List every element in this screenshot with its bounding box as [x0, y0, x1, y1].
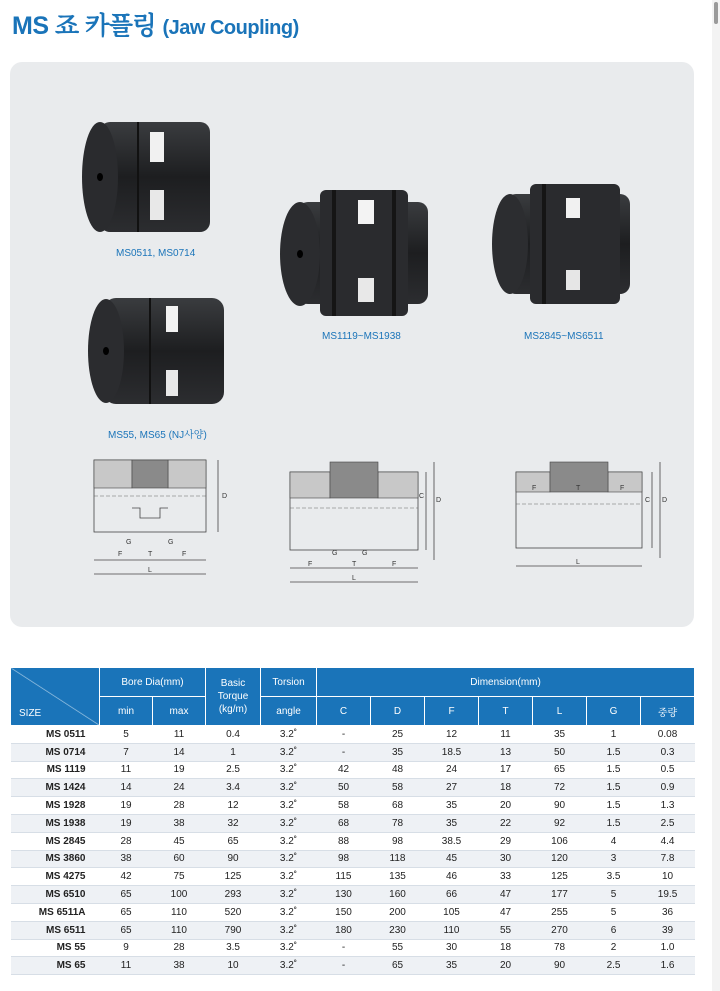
size-cell: MS 65 [11, 957, 100, 975]
table-cell: 150 [317, 903, 371, 921]
label-d: D [222, 493, 228, 500]
table-cell: 1.0 [641, 939, 695, 957]
table-cell: 19 [153, 761, 206, 779]
table-cell: 4.4 [641, 832, 695, 850]
table-cell: 65 [371, 957, 425, 975]
table-cell: 125 [533, 868, 587, 886]
table-cell: 120 [533, 850, 587, 868]
table-cell: 1.3 [641, 797, 695, 815]
table-cell: 3.2˚ [261, 779, 317, 797]
header-f: F [425, 697, 479, 726]
table-cell: 20 [479, 797, 533, 815]
table-cell: - [317, 939, 371, 957]
table-cell: 65 [100, 921, 153, 939]
table-cell: 1 [587, 726, 641, 744]
size-cell: MS 2845 [11, 832, 100, 850]
photo-caption-2: MS55, MS65 (NJ사양) [108, 430, 207, 441]
scrollbar-thumb[interactable] [714, 2, 718, 24]
table-cell: 46 [425, 868, 479, 886]
table-cell: 60 [153, 850, 206, 868]
label-l-3: L [576, 559, 580, 566]
table-cell: 106 [533, 832, 587, 850]
size-cell: MS 6511 [11, 921, 100, 939]
table-cell: 18 [479, 779, 533, 797]
table-cell: 28 [153, 797, 206, 815]
table-cell: 75 [153, 868, 206, 886]
table-cell: 135 [371, 868, 425, 886]
table-cell: 7 [100, 743, 153, 761]
table-cell: 50 [533, 743, 587, 761]
product-panel [10, 62, 694, 627]
table-cell: 230 [371, 921, 425, 939]
table-cell: 3.2˚ [261, 726, 317, 744]
table-cell: 6 [587, 921, 641, 939]
table-row [11, 797, 695, 815]
table-cell: 0.9 [641, 779, 695, 797]
size-cell: MS 1119 [11, 761, 100, 779]
table-cell: 3.2˚ [261, 939, 317, 957]
table-cell: 105 [425, 903, 479, 921]
table-cell: 90 [533, 957, 587, 975]
photo-caption-1: MS0511, MS0714 [116, 248, 196, 259]
table-row [11, 779, 695, 797]
table-row [11, 832, 695, 850]
table-cell: 35 [425, 957, 479, 975]
label-f2: F [182, 551, 187, 558]
spec-table-body [11, 726, 695, 975]
table-cell: 520 [206, 903, 261, 921]
header-angle: angle [261, 697, 317, 726]
label-f-3: F [532, 485, 537, 492]
label-g2-2: G [362, 550, 368, 557]
table-cell: 45 [425, 850, 479, 868]
table-cell: 0.08 [641, 726, 695, 744]
table-cell: 180 [317, 921, 371, 939]
table-cell: 14 [100, 779, 153, 797]
table-cell: 1.5 [587, 743, 641, 761]
table-cell: 38 [100, 850, 153, 868]
size-cell: MS 1938 [11, 814, 100, 832]
table-cell: 30 [479, 850, 533, 868]
table-cell: 11 [100, 761, 153, 779]
table-cell: 2 [587, 939, 641, 957]
table-cell: 38 [153, 814, 206, 832]
table-cell: 130 [317, 886, 371, 904]
label-t-2: T [352, 561, 357, 568]
table-cell: 66 [425, 886, 479, 904]
table-cell: 110 [153, 903, 206, 921]
table-cell: 17 [479, 761, 533, 779]
table-cell: 110 [153, 921, 206, 939]
table-cell: 78 [371, 814, 425, 832]
table-cell: 2.5 [206, 761, 261, 779]
table-cell: 3.2˚ [261, 957, 317, 975]
label-d-2: D [436, 497, 442, 504]
table-cell: 270 [533, 921, 587, 939]
photo-caption-3: MS1119~MS1938 [322, 331, 401, 342]
header-weight: 중량 [641, 697, 695, 726]
table-row [11, 761, 695, 779]
table-cell: 118 [371, 850, 425, 868]
table-cell: 18 [479, 939, 533, 957]
table-cell: 45 [153, 832, 206, 850]
table-row [11, 886, 695, 904]
table-cell: 90 [206, 850, 261, 868]
table-cell: 5 [100, 726, 153, 744]
label-c-3: C [645, 497, 651, 504]
label-c: C [419, 493, 425, 500]
table-cell: 55 [371, 939, 425, 957]
table-cell: 177 [533, 886, 587, 904]
label-f2-3: F [620, 485, 625, 492]
table-cell: 3.2˚ [261, 814, 317, 832]
header-torque: Basic Torque (kg/m) [206, 668, 261, 726]
table-cell: 38.5 [425, 832, 479, 850]
table-cell: 32 [206, 814, 261, 832]
table-cell: 90 [533, 797, 587, 815]
table-cell: 3.2˚ [261, 832, 317, 850]
header-g: G [587, 697, 641, 726]
size-cell: MS 6510 [11, 886, 100, 904]
table-cell: 2.5 [587, 957, 641, 975]
table-cell: 7.8 [641, 850, 695, 868]
table-cell: 3.2˚ [261, 743, 317, 761]
table-cell: 36 [641, 903, 695, 921]
table-cell: 55 [479, 921, 533, 939]
table-row [11, 850, 695, 868]
table-cell: 1.5 [587, 761, 641, 779]
coupling-photo-ms55 [80, 290, 250, 420]
table-cell: 255 [533, 903, 587, 921]
table-cell: 1.5 [587, 779, 641, 797]
table-cell: 0.3 [641, 743, 695, 761]
table-cell: 3.2˚ [261, 868, 317, 886]
table-row [11, 957, 695, 975]
table-row [11, 939, 695, 957]
size-cell: MS 3860 [11, 850, 100, 868]
table-cell: 11 [479, 726, 533, 744]
table-cell: 98 [371, 832, 425, 850]
size-cell: MS 0511 [11, 726, 100, 744]
table-cell: 115 [317, 868, 371, 886]
size-cell: MS 1928 [11, 797, 100, 815]
table-cell: 19 [100, 797, 153, 815]
label-l: L [148, 567, 152, 574]
table-cell: 3.2˚ [261, 850, 317, 868]
table-cell: 58 [317, 797, 371, 815]
table-row [11, 868, 695, 886]
table-cell: 28 [153, 939, 206, 957]
photo-caption-4: MS2845~MS6511 [524, 331, 604, 342]
table-cell: 48 [371, 761, 425, 779]
table-cell: - [317, 726, 371, 744]
table-row [11, 743, 695, 761]
table-row [11, 814, 695, 832]
table-cell: 47 [479, 903, 533, 921]
table-cell: 3.5 [206, 939, 261, 957]
table-cell: 11 [100, 957, 153, 975]
table-cell: 0.5 [641, 761, 695, 779]
size-cell: MS 4275 [11, 868, 100, 886]
table-cell: 3.2˚ [261, 886, 317, 904]
table-cell: 92 [533, 814, 587, 832]
table-cell: 33 [479, 868, 533, 886]
table-cell: 3.2˚ [261, 761, 317, 779]
coupling-photo-ms0511 [72, 108, 232, 248]
scrollbar[interactable] [712, 0, 720, 991]
label-g-2: G [332, 550, 338, 557]
label-l-2: L [352, 575, 356, 582]
table-cell: 28 [100, 832, 153, 850]
label-f-2: F [308, 561, 313, 568]
label-f: F [118, 551, 123, 558]
header-bore: Bore Dia(mm) [100, 668, 206, 697]
table-cell: 9 [100, 939, 153, 957]
table-cell: 5 [587, 903, 641, 921]
header-dimension: Dimension(mm) [317, 668, 695, 697]
label-t: T [148, 551, 153, 558]
table-row [11, 921, 695, 939]
table-row [11, 903, 695, 921]
dimension-drawing-2 [280, 458, 450, 590]
table-cell: 20 [479, 957, 533, 975]
table-cell: 3.2˚ [261, 921, 317, 939]
table-cell: 160 [371, 886, 425, 904]
table-cell: 13 [479, 743, 533, 761]
table-cell: 78 [533, 939, 587, 957]
table-cell: 65 [533, 761, 587, 779]
table-cell: 25 [371, 726, 425, 744]
table-cell: - [317, 743, 371, 761]
table-row [11, 726, 695, 744]
table-cell: 88 [317, 832, 371, 850]
header-c: C [317, 697, 371, 726]
table-cell: 18.5 [425, 743, 479, 761]
table-cell: 29 [479, 832, 533, 850]
header-max: max [153, 697, 206, 726]
table-cell: 19.5 [641, 886, 695, 904]
table-cell: 39 [641, 921, 695, 939]
table-cell: 10 [641, 868, 695, 886]
table-cell: 1 [206, 743, 261, 761]
table-cell: 5 [587, 886, 641, 904]
table-cell: 35 [533, 726, 587, 744]
table-cell: 24 [425, 761, 479, 779]
table-cell: 12 [425, 726, 479, 744]
label-g: G [126, 539, 132, 546]
table-cell: 0.4 [206, 726, 261, 744]
label-d-3: D [662, 497, 668, 504]
table-cell: - [317, 957, 371, 975]
table-cell: 125 [206, 868, 261, 886]
table-cell: 3 [587, 850, 641, 868]
table-cell: 293 [206, 886, 261, 904]
spec-table [10, 667, 695, 975]
table-cell: 65 [100, 903, 153, 921]
table-cell: 12 [206, 797, 261, 815]
header-size: SIZE [19, 708, 42, 719]
table-cell: 3.5 [587, 868, 641, 886]
size-cell: MS 55 [11, 939, 100, 957]
table-cell: 35 [425, 814, 479, 832]
table-cell: 42 [100, 868, 153, 886]
table-cell: 68 [371, 797, 425, 815]
table-cell: 58 [371, 779, 425, 797]
table-cell: 2.5 [641, 814, 695, 832]
table-cell: 50 [317, 779, 371, 797]
table-cell: 110 [425, 921, 479, 939]
table-cell: 14 [153, 743, 206, 761]
page-title [12, 6, 299, 42]
label-t-3: T [576, 485, 581, 492]
header-d: D [371, 697, 425, 726]
table-cell: 35 [425, 797, 479, 815]
table-cell: 100 [153, 886, 206, 904]
label-g2: G [168, 539, 174, 546]
table-cell: 27 [425, 779, 479, 797]
table-cell: 200 [371, 903, 425, 921]
dimension-drawing-1 [82, 452, 242, 582]
size-cell: MS 6511A [11, 903, 100, 921]
table-cell: 98 [317, 850, 371, 868]
size-cell: MS 0714 [11, 743, 100, 761]
title-main: MS 죠 카플링 [12, 12, 156, 40]
table-cell: 19 [100, 814, 153, 832]
coupling-photo-ms2845 [486, 172, 646, 312]
table-cell: 35 [371, 743, 425, 761]
table-cell: 72 [533, 779, 587, 797]
header-size-cell [11, 668, 100, 726]
header-t: T [479, 697, 533, 726]
header-torsion: Torsion [261, 668, 317, 697]
dimension-drawing-3 [506, 458, 676, 578]
title-sub: (Jaw Coupling) [162, 17, 299, 39]
label-f2-2: F [392, 561, 397, 568]
table-cell: 790 [206, 921, 261, 939]
table-cell: 38 [153, 957, 206, 975]
table-cell: 11 [153, 726, 206, 744]
table-cell: 1.5 [587, 797, 641, 815]
header-l: L [533, 697, 587, 726]
table-cell: 30 [425, 939, 479, 957]
table-cell: 24 [153, 779, 206, 797]
table-cell: 1.6 [641, 957, 695, 975]
table-cell: 1.5 [587, 814, 641, 832]
table-cell: 3.2˚ [261, 797, 317, 815]
table-cell: 65 [206, 832, 261, 850]
size-cell: MS 1424 [11, 779, 100, 797]
header-min: min [100, 697, 153, 726]
table-cell: 65 [100, 886, 153, 904]
table-cell: 10 [206, 957, 261, 975]
table-cell: 3.2˚ [261, 903, 317, 921]
table-cell: 68 [317, 814, 371, 832]
table-cell: 47 [479, 886, 533, 904]
table-cell: 42 [317, 761, 371, 779]
coupling-photo-ms1119 [268, 170, 448, 320]
table-cell: 22 [479, 814, 533, 832]
table-cell: 3.4 [206, 779, 261, 797]
table-cell: 4 [587, 832, 641, 850]
